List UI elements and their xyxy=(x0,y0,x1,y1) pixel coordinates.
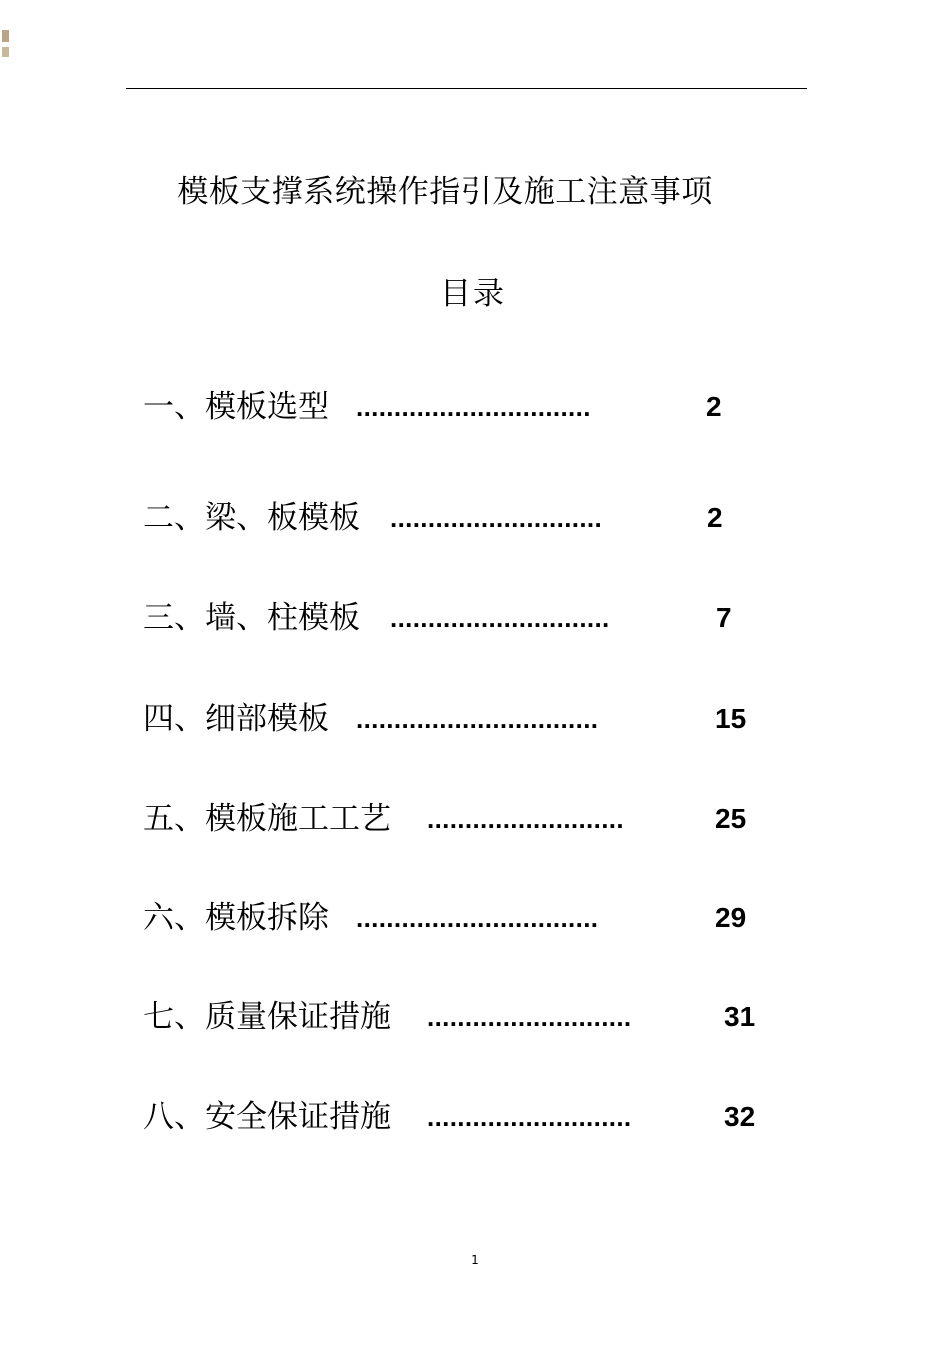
toc-entry-page: 29 xyxy=(715,902,747,933)
toc-entry-page: 32 xyxy=(724,1101,756,1132)
scan-mark-top xyxy=(2,30,9,42)
toc-entry-label: 三、墙、柱模板 xyxy=(143,600,360,636)
toc-entry-6[interactable] xyxy=(0,895,950,941)
toc-entry-leader: ............................ xyxy=(390,503,603,533)
toc-entry-label: 八、安全保证措施 xyxy=(143,1099,391,1135)
toc-entry-page: 31 xyxy=(724,1001,756,1032)
toc-entry-label: 七、质量保证措施 xyxy=(143,999,391,1035)
scan-mark-bottom xyxy=(2,47,9,57)
toc-entry-4[interactable] xyxy=(0,696,950,742)
toc-entry-label: 六、模板拆除 xyxy=(143,900,329,936)
toc-entry-2[interactable] xyxy=(0,495,950,541)
toc-entry-leader: ................................ xyxy=(356,704,599,734)
toc-entry-leader: ........................... xyxy=(427,1002,632,1032)
toc-entry-leader: .......................... xyxy=(427,804,624,834)
toc-heading: 目录 xyxy=(440,276,506,312)
toc-entry-3[interactable] xyxy=(0,595,950,641)
toc-entry-page: 25 xyxy=(715,803,747,834)
header-rule xyxy=(126,88,807,89)
toc-entry-leader: ........................... xyxy=(427,1102,632,1132)
toc-entry-page: 2 xyxy=(707,502,723,533)
toc-entry-page: 15 xyxy=(715,703,747,734)
toc-entry-label: 二、梁、板模板 xyxy=(143,500,360,536)
toc-entry-page: 2 xyxy=(706,391,722,422)
toc-entry-leader: ............................. xyxy=(390,603,610,633)
toc-entry-8[interactable] xyxy=(0,1094,950,1140)
toc-entry-label: 五、模板施工工艺 xyxy=(143,801,391,837)
toc-entry-leader: ............................... xyxy=(356,392,591,422)
toc-entry-7[interactable] xyxy=(0,994,950,1040)
toc-entry-1[interactable] xyxy=(0,384,950,430)
footer-page-number: 1 xyxy=(471,1253,479,1267)
toc-entry-page: 7 xyxy=(716,602,732,633)
toc-entry-label: 一、模板选型 xyxy=(143,389,329,425)
toc-entry-leader: ................................ xyxy=(356,903,599,933)
document-title: 模板支撑系统操作指引及施工注意事项 xyxy=(177,174,713,210)
toc-entry-5[interactable] xyxy=(0,796,950,842)
toc-entry-label: 四、细部模板 xyxy=(143,701,329,737)
